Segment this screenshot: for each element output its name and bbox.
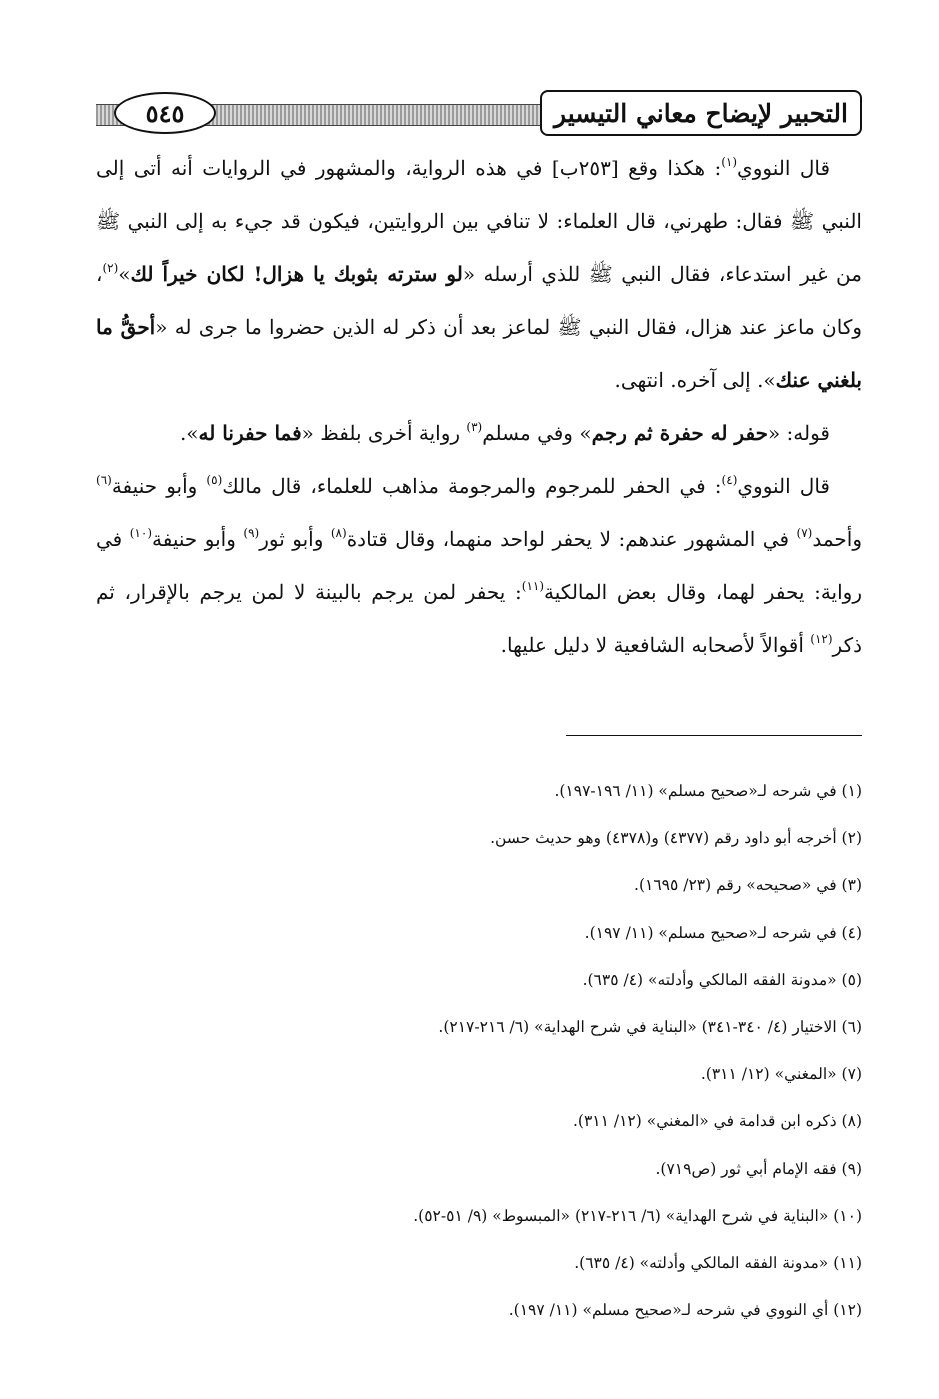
text-run: : في الحفر للمرجوم والمرجومة مذاهب للعلماء، قال مالك [222, 474, 722, 498]
footnote-ref[interactable]: (٥) [206, 473, 223, 487]
footnote-12: (١٢) أي النووي في شرحه لـ«صحيح مسلم» (١١/ ١٩٧). [508, 1301, 862, 1320]
footnote-3: (٣) في «صحيحه» رقم (٢٣/ ١٦٩٥). [634, 876, 862, 895]
hadith-quote: فما حفرنا له [198, 421, 302, 445]
footnote-10: (١٠) «البناية في شرح الهداية» (٦/ ٢١٦-٢١٧) «المبسوط» (٩/ ٥١-٥٢). [413, 1206, 862, 1225]
paragraph-nawawi-commentary [96, 142, 862, 407]
footnote-6: (٦) الاختيار (٤/ ٣٤٠-٣٤١) «البناية في شرح الهداية» (٦/ ٢١٦-٢١٧). [438, 1017, 862, 1036]
page-number: ٥٤٥ [114, 92, 216, 134]
footnote-ref[interactable]: (٢) [102, 261, 119, 275]
footnote-8: (٨) ذكره ابن قدامة في «المغني» (١٢/ ٣١١). [572, 1112, 862, 1131]
footnote-7: (٧) «المغني» (١٢/ ٣١١). [700, 1065, 862, 1084]
text-run: وأبو حنيفة [152, 527, 244, 551]
text-run: : يحفر لمن يرجم بالبينة لا لمن يرجم بالإقرار، ثم ذكر [96, 580, 862, 657]
text-run: ». [179, 421, 199, 445]
footnote-5: (٥) «مدونة الفقه المالكي وأدلته» (٤/ ٦٣٥). [582, 970, 862, 989]
text-run: في رواية: يحفر لهما، وقال بعض المالكية [96, 527, 862, 604]
text-run: قوله: « [767, 421, 830, 445]
text-run: » وفي مسلم [482, 421, 592, 445]
footnote-4: (٤) في شرحه لـ«صحيح مسلم» (١١/ ١٩٧). [584, 923, 862, 942]
text-run: رواية أخرى بلفظ « [301, 421, 467, 445]
text-run: قال النووي [737, 474, 830, 498]
footnote-ref[interactable]: (١٢) [810, 632, 833, 646]
footnote-ref[interactable]: (٩) [243, 526, 260, 540]
text-run: أقوالاً لأصحابه الشافعية لا دليل عليها. [500, 633, 811, 657]
text-run: وأبو ثور [259, 527, 331, 551]
footnote-ref[interactable]: (١) [721, 155, 738, 169]
footnote-11: (١١) «مدونة الفقه المالكي وأدلته» (٤/ ٦٣٥). [574, 1253, 862, 1272]
paragraph-madhahib [96, 460, 862, 672]
footnote-ref[interactable]: (٣) [466, 420, 483, 434]
footnotes [96, 768, 862, 1334]
main-text [96, 142, 862, 672]
footnote-ref[interactable]: (١٠) [129, 526, 152, 540]
hadith-quote: لو سترته بثوبك يا هزال! لكان خيراً لك [130, 262, 463, 286]
text-run: وأحمد [812, 527, 862, 551]
text-run: » [118, 262, 131, 286]
text-run: ، وكان ماعز عند هزال، فقال النبي ﷺ لماعز بعد أن ذكر له الذين حضروا ما جرى له « [96, 262, 862, 339]
footnote-ref[interactable]: (٦) [96, 473, 112, 487]
hadith-quote: أحقُّ ما بلغني عنك [96, 315, 862, 392]
text-run: وأبو حنيفة [111, 474, 207, 498]
hadith-quote: حفر له حفرة ثم رجم [591, 421, 768, 445]
footnote-separator [566, 735, 862, 736]
footnote-9: (٩) فقه الإمام أبي ثور (ص٧١٩). [655, 1159, 862, 1178]
text-run: في المشهور عندهم: لا يحفر لواحد منهما، وقال قتادة [346, 527, 797, 551]
footnote-ref[interactable]: (٧) [796, 526, 813, 540]
text-run: : هكذا وقع [٢٥٣ب] في هذه الرواية، والمشهور في الروايات أنه أتى إلى النبي ﷺ فقال: طهرني، قال العلماء: لا تنافي بين الروايتين، فيكون قد جيء به إلى النبي ﷺ من غير استدعاء، فقال النبي ﷺ للذي أرسله « [96, 156, 862, 286]
footnote-2: (٢) أخرجه أبو داود رقم (٤٣٧٧) و(٤٣٧٨) وهو حديث حسن. [490, 829, 862, 848]
paragraph-qawluhu [96, 407, 862, 460]
footnote-ref[interactable]: (١١) [521, 579, 545, 593]
footnote-ref[interactable]: (٤) [721, 473, 738, 487]
page-header [96, 88, 862, 138]
text-run: قال النووي [737, 156, 831, 180]
footnote-ref[interactable]: (٨) [330, 526, 347, 540]
text-run: ». إلى آخره. انتهى. [614, 368, 776, 392]
footnote-1: (١) في شرحه لـ«صحيح مسلم» (١١/ ١٩٦-١٩٧). [554, 782, 862, 800]
book-title: التحبير لإيضاح معاني التيسير [540, 90, 862, 136]
